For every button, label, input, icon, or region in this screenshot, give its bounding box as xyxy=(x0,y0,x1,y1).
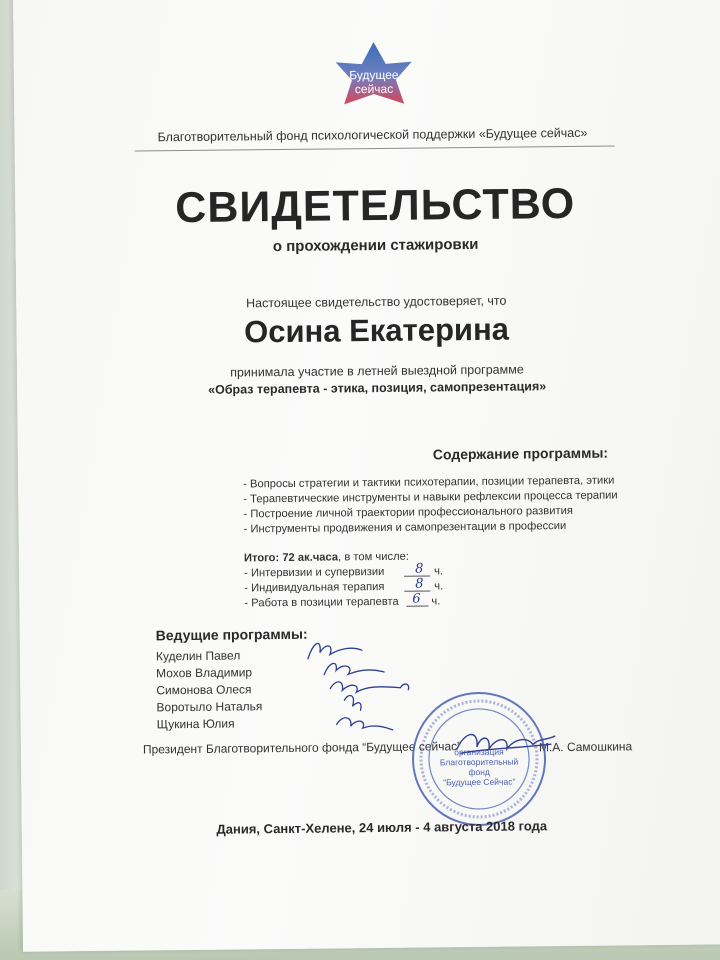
president-name: М.А. Самошкина xyxy=(538,739,633,755)
stamp-text: организация Благотворительный фонд "Будущее Сейчас" xyxy=(439,746,519,788)
foundation-logo xyxy=(323,39,424,110)
hours-value-handwritten: 8 xyxy=(414,561,424,577)
certificate-paper xyxy=(13,0,720,952)
logo-text-line-2: сейчас xyxy=(354,81,394,97)
leader-name: Щукина Юлия xyxy=(156,716,235,732)
hours-unit: ч. xyxy=(434,565,444,578)
signature-4 xyxy=(344,695,361,710)
logo-text-line-1: Будущее xyxy=(349,67,399,83)
hours-label: - Интервизии и супервизии xyxy=(244,565,385,580)
place-and-date: Дания, Санкт-Хелене, 24 июля - 4 августа 2018 года xyxy=(216,818,548,837)
contents-list xyxy=(243,473,618,537)
hours-value-handwritten: 8 xyxy=(415,576,424,592)
hours-unit: ч. xyxy=(431,595,441,608)
leader-name: Мохов Владимир xyxy=(156,665,253,681)
organization-name: Благотворительный фонд психологической поддержки «Будущее сейчас» xyxy=(157,125,588,145)
hours-row xyxy=(244,561,444,582)
signature-2 xyxy=(324,663,384,675)
signature-3 xyxy=(330,681,409,692)
contents-item: - Инструменты продвижения и самопрезентации в профессии xyxy=(243,520,567,536)
hours-label: - Индивидуальная терапия xyxy=(244,580,385,595)
president-signature xyxy=(451,718,572,769)
hours-summary xyxy=(243,550,444,612)
president-title: Президент Благотворительного фонда “Будущее сейчас” xyxy=(142,739,462,757)
leaders-heading: Ведущие программы: xyxy=(155,625,308,644)
hours-row xyxy=(244,576,444,597)
signature-5 xyxy=(337,717,393,730)
signature-1 xyxy=(308,643,362,659)
hours-label: - Работа в позиции терапевта xyxy=(244,595,399,610)
recipient-name: Осина Екатерина xyxy=(243,311,510,350)
contents-item: - Терапевтические инструменты и навыки рефлексии процесса терапии xyxy=(243,489,618,506)
certificate-title: СВИДЕТЕЛЬСТВО xyxy=(175,179,576,233)
contents-item: - Построение личной траектории профессионального развития xyxy=(243,504,573,521)
contents-item: - Вопросы стратегии и тактики психотерапии, позиции терапевта, этики xyxy=(243,474,615,491)
program-name: «Образ терапевта - этика, позиция, самопрезентация» xyxy=(208,379,547,397)
leader-name: Воротыло Наталья xyxy=(156,699,263,715)
leader-name: Симонова Олеся xyxy=(156,682,252,698)
total-hours: Итого: 72 ак.часа xyxy=(243,551,339,565)
certifies-text: Настоящее свидетельство удостоверяет, что xyxy=(245,293,507,311)
leader-name: Куделин Павел xyxy=(155,648,241,664)
hours-value-handwritten: 6 xyxy=(412,591,421,607)
participation-text: принимала участие в летней выездной программе xyxy=(230,362,524,380)
hours-row xyxy=(244,591,441,612)
contents-heading: Содержание программы: xyxy=(432,444,609,463)
total-hours-rest: , в том числе: xyxy=(338,550,409,564)
total-hours-line xyxy=(244,550,409,567)
header-divider xyxy=(135,146,615,152)
certificate-subtitle: о прохождении стажировки xyxy=(272,235,479,256)
leaders-list xyxy=(156,647,263,733)
hours-unit: ч. xyxy=(434,580,444,593)
